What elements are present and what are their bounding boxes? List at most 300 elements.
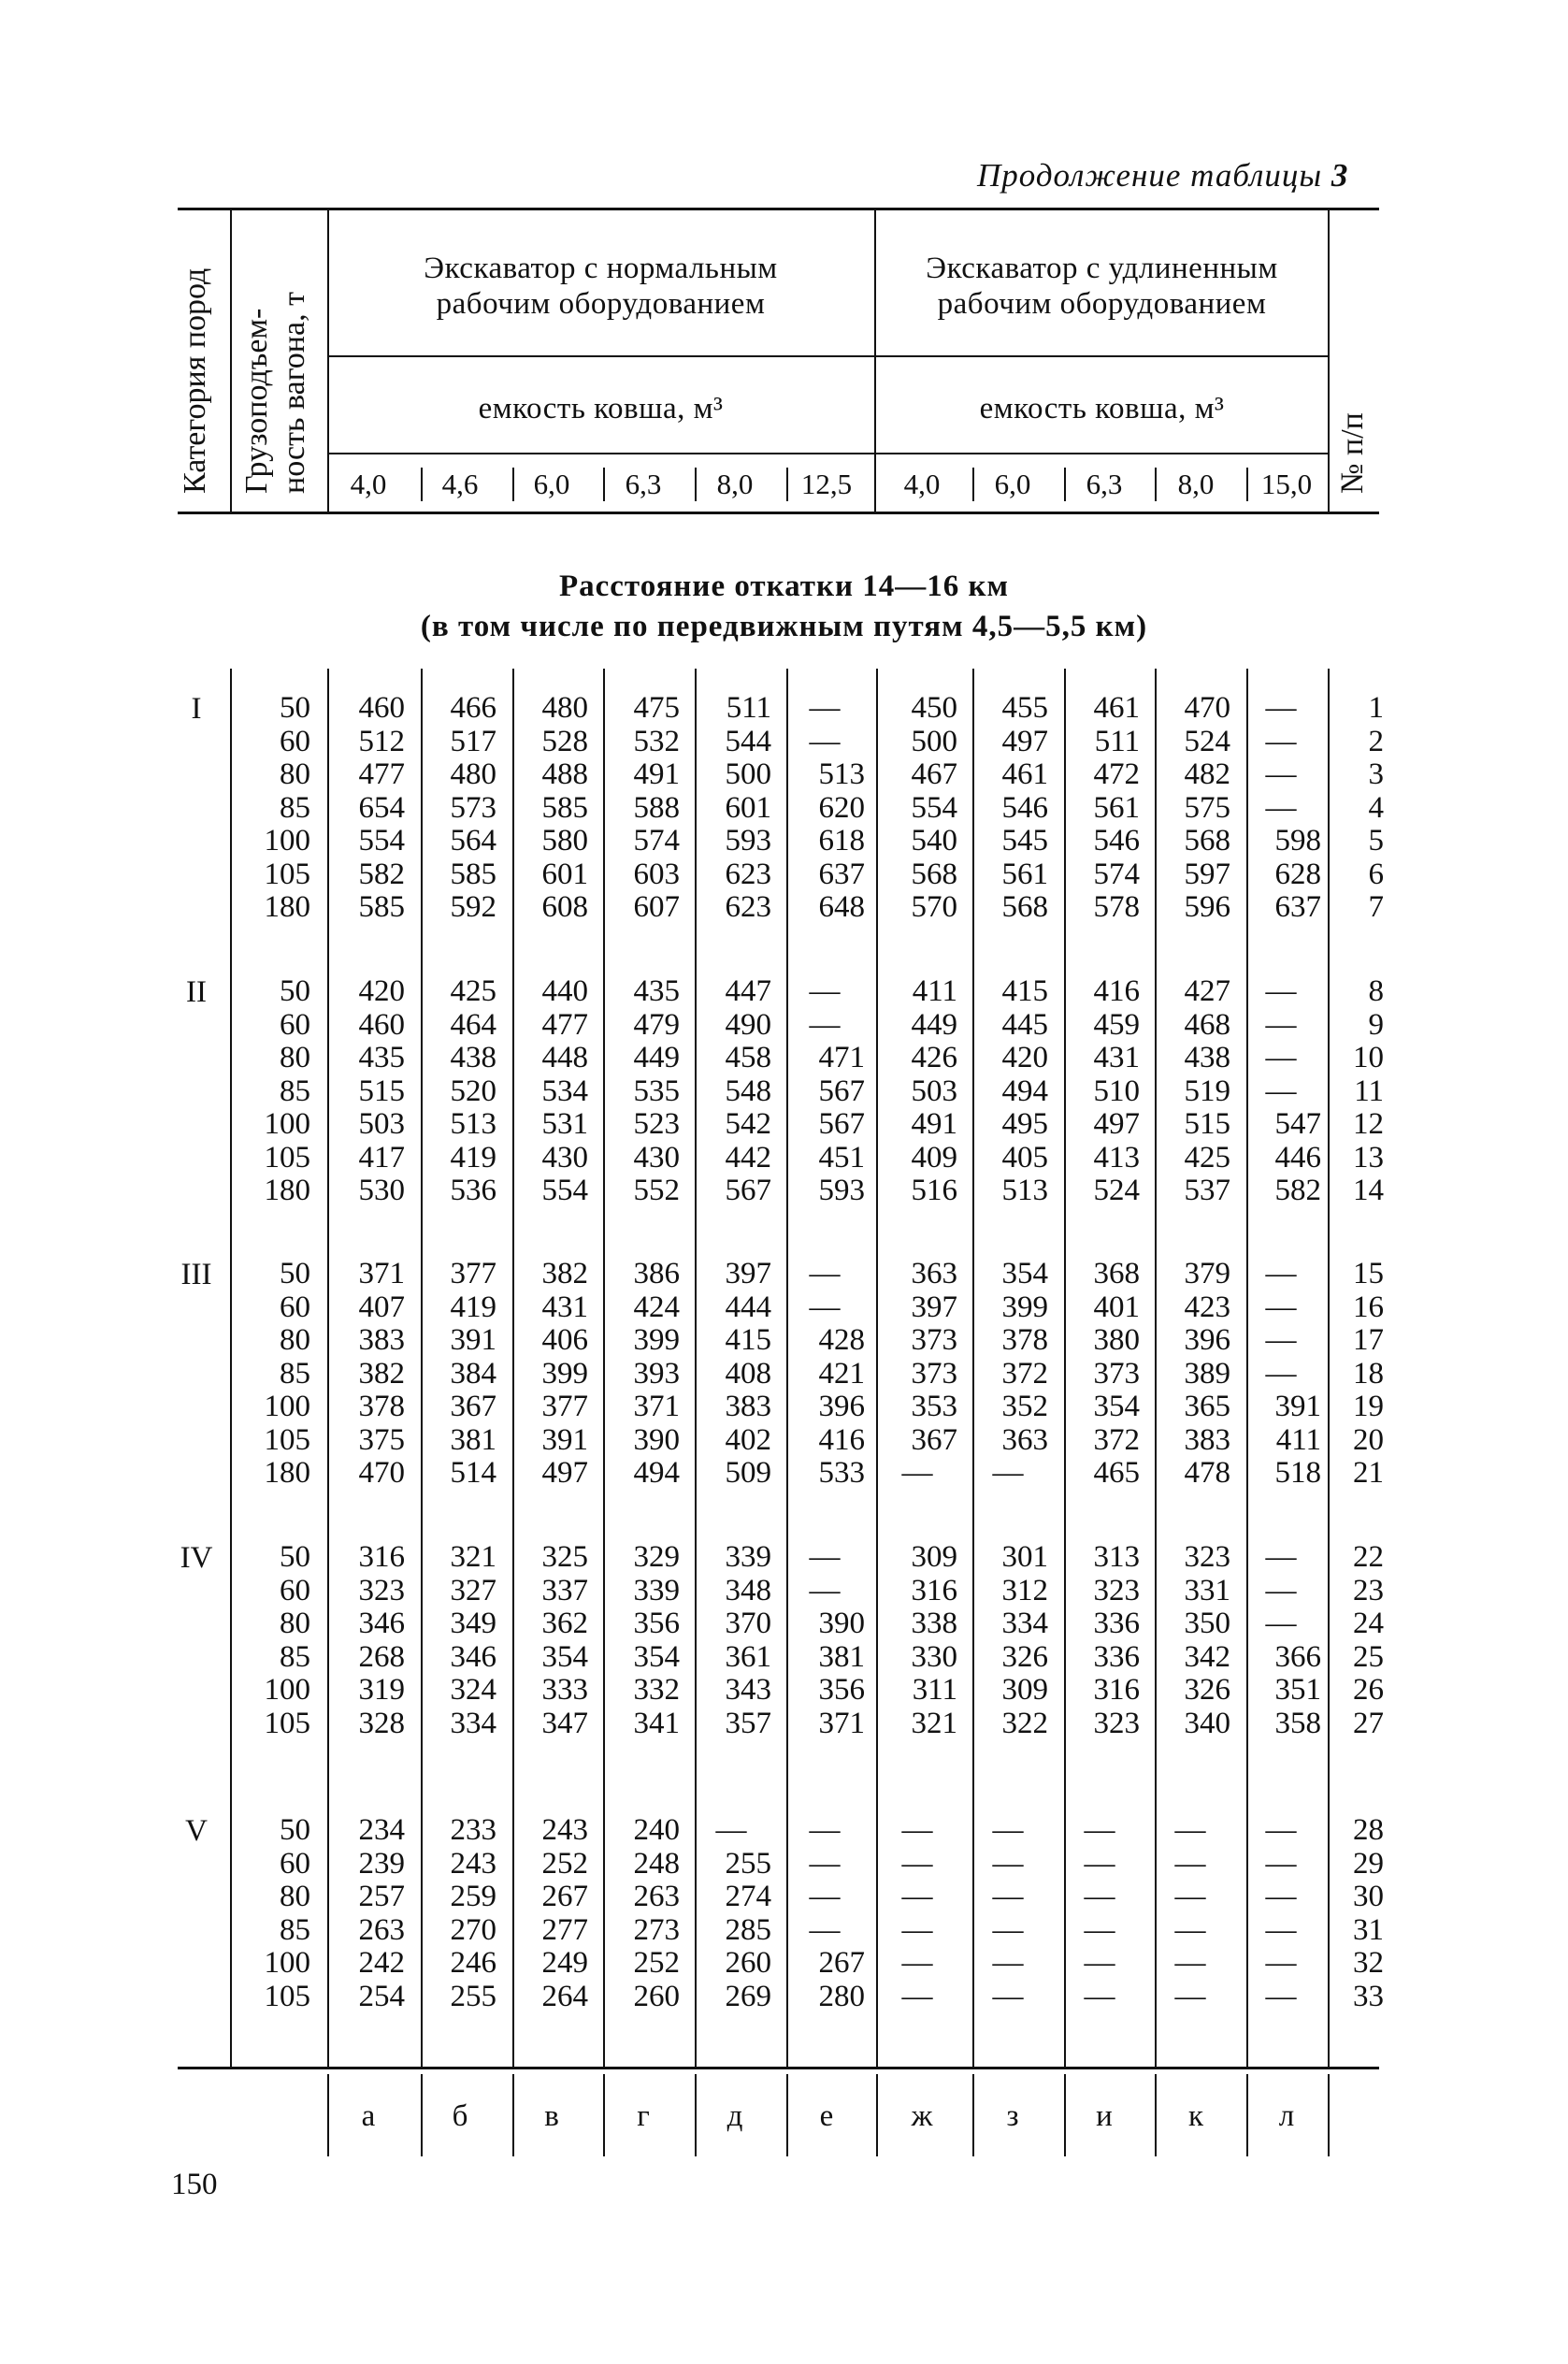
table-cell: 479 [633, 1007, 680, 1042]
table-cell: 511 [1094, 724, 1140, 758]
row-number-column [1318, 1541, 1384, 1740]
table-cell: 515 [1184, 1107, 1230, 1141]
table-number: 3 [1331, 157, 1349, 194]
table-cell: 240 [633, 1813, 680, 1847]
table-cell: 405 [1001, 1140, 1048, 1175]
letter-divider [876, 2074, 878, 2156]
row-number: 31 [1353, 1912, 1384, 1947]
table-cell: 494 [633, 1456, 680, 1490]
row-number: 20 [1353, 1422, 1384, 1457]
table-cell: 313 [1093, 1540, 1140, 1574]
table-cell: 545 [1001, 824, 1048, 858]
table-cell: 523 [633, 1107, 680, 1141]
table-cell: 628 [1274, 857, 1321, 891]
value-column-к [1150, 1541, 1230, 1740]
value-column-в [508, 975, 588, 1208]
wagon-capacity: 50 [280, 974, 310, 1008]
table-cell: 362 [541, 1607, 588, 1640]
column-letter-з: з [1006, 2099, 1019, 2133]
table-cell: 252 [541, 1846, 588, 1881]
table-cell: 449 [633, 1041, 680, 1074]
wagon-capacity: 60 [280, 1573, 310, 1607]
table-cell: 637 [1274, 890, 1321, 924]
group-extended-line2: рабочим оборудованием [937, 287, 1267, 321]
table-cell: — [1265, 691, 1297, 725]
table-cell: — [1265, 1074, 1297, 1108]
table-cell: 554 [911, 790, 957, 825]
table-cell: 470 [358, 1456, 405, 1490]
table-cell: 500 [911, 724, 957, 758]
value-column-б [416, 1814, 496, 2013]
table-cell: 301 [1001, 1540, 1048, 1574]
table-cell: 524 [1184, 724, 1230, 758]
table-cell: 309 [911, 1540, 957, 1574]
table-cell: 500 [725, 757, 771, 791]
table-cell: 465 [1093, 1456, 1140, 1490]
table-cell: 340 [1184, 1706, 1230, 1740]
table-cell: 383 [725, 1390, 771, 1423]
row-number: 33 [1353, 1979, 1384, 2013]
value-column-з [968, 1541, 1048, 1740]
table-cell: 438 [1184, 1041, 1230, 1074]
table-cell: 447 [725, 974, 771, 1008]
table-cell: 280 [818, 1979, 865, 2013]
column-letter-к: к [1187, 2099, 1204, 2133]
table-cell: 390 [818, 1607, 865, 1640]
category-name: V [185, 1814, 208, 1848]
table-cell: 637 [818, 857, 865, 891]
table-cell: 597 [1184, 857, 1230, 891]
value-column-в [508, 1258, 588, 1491]
table-cell: 421 [818, 1356, 865, 1391]
table-cell: 490 [725, 1007, 771, 1042]
table-cell: 515 [358, 1074, 405, 1108]
table-cell: 567 [725, 1174, 771, 1207]
table-cell: 321 [911, 1706, 957, 1740]
table-cell: — [809, 1540, 841, 1574]
value-column-з [968, 975, 1048, 1208]
wagon-capacity: 80 [280, 1323, 310, 1357]
table-cell: 391 [450, 1323, 496, 1357]
row-number: 18 [1353, 1356, 1384, 1391]
table-cell: 357 [725, 1706, 771, 1740]
table-cell: — [1265, 974, 1297, 1008]
table-cell: — [809, 691, 841, 725]
value-column-з [968, 1258, 1048, 1491]
table-cell: 386 [633, 1257, 680, 1290]
table-cell: 438 [450, 1041, 496, 1074]
table-cell: 575 [1184, 790, 1230, 825]
capacity-tick [972, 468, 974, 501]
table-cell: 568 [911, 857, 957, 891]
table-cell: 528 [541, 724, 588, 758]
row-number: 9 [1368, 1007, 1384, 1042]
table-cell: — [1265, 1880, 1297, 1913]
table-cell: — [901, 1979, 933, 2013]
value-column-е [784, 1258, 865, 1491]
table-cell: 427 [1184, 974, 1230, 1008]
page-number: 150 [171, 2168, 218, 2201]
table-cell: 381 [818, 1639, 865, 1674]
table-cell: — [1265, 1041, 1297, 1074]
value-column-л [1241, 1541, 1321, 1740]
group-normal-line1: Экскаватор с нормальным [424, 252, 778, 285]
capacity-extended-4: 8,0 [1177, 468, 1215, 500]
table-cell: — [1265, 1813, 1297, 1847]
table-cell: 451 [818, 1140, 865, 1175]
table-cell: 350 [1184, 1607, 1230, 1640]
value-column-и [1059, 692, 1140, 925]
row-number-column [1318, 1258, 1384, 1491]
table-cell: 420 [1001, 1041, 1048, 1074]
table-cell: 620 [818, 790, 865, 825]
table-cell: — [1265, 757, 1297, 791]
value-column-ж [877, 975, 957, 1208]
table-cell: 311 [912, 1673, 957, 1707]
header-col-divider-1 [230, 210, 232, 512]
table-cell: — [809, 724, 841, 758]
capacity-tick [695, 468, 697, 501]
table-cell: 379 [1184, 1257, 1230, 1290]
value-column-и [1059, 1814, 1140, 2013]
table-cell: 363 [1001, 1422, 1048, 1457]
table-cell: 354 [541, 1639, 588, 1674]
value-column-ж [877, 1258, 957, 1491]
wagon-capacity: 105 [264, 1140, 310, 1175]
table-cell: 401 [1093, 1290, 1140, 1324]
value-column-л [1241, 975, 1321, 1208]
table-cell: 430 [541, 1140, 588, 1175]
table-cell: — [992, 1912, 1024, 1947]
column-letter-г: г [637, 2099, 650, 2133]
value-column-д [691, 692, 771, 925]
capacity-label-line2: ность вагона, т [277, 292, 311, 494]
wagon-capacity: 100 [264, 1107, 310, 1141]
row-number-column [1318, 975, 1384, 1208]
table-cell: 380 [1093, 1323, 1140, 1357]
table-cell: — [992, 1846, 1024, 1881]
value-column-г [599, 1541, 680, 1740]
table-cell: 497 [1001, 724, 1048, 758]
table-cell: — [901, 1846, 933, 1881]
table-cell: 568 [1184, 824, 1230, 858]
table-cell: 533 [818, 1456, 865, 1490]
table-cell: 316 [358, 1540, 405, 1574]
table-cell: 503 [911, 1074, 957, 1108]
table-cell: 269 [725, 1979, 771, 2013]
table-cell: 346 [358, 1607, 405, 1640]
wagon-capacity: 80 [280, 1607, 310, 1640]
row-number: 5 [1368, 824, 1384, 858]
table-cell: 407 [358, 1290, 405, 1324]
table-cell: 254 [358, 1979, 405, 2013]
column-letter-а: а [361, 2099, 376, 2133]
table-cell: 416 [1093, 974, 1140, 1008]
table-cell: 329 [633, 1540, 680, 1574]
row-number: 19 [1353, 1390, 1384, 1423]
table-cell: — [1265, 790, 1297, 825]
row-number: 8 [1368, 974, 1384, 1008]
row-number: 30 [1353, 1880, 1384, 1913]
table-cell: 372 [1001, 1356, 1048, 1391]
table-cell: 351 [1274, 1673, 1321, 1707]
table-cell: 373 [1093, 1356, 1140, 1391]
table-cell: 567 [818, 1107, 865, 1141]
table-cell: 267 [541, 1880, 588, 1913]
table-cell: — [992, 1456, 1024, 1490]
table-cell: 466 [450, 691, 496, 725]
value-column-а [324, 692, 405, 925]
table-cell: 370 [725, 1607, 771, 1640]
value-column-л [1241, 1814, 1321, 2013]
table-cell: 530 [358, 1174, 405, 1207]
wagon-capacity: 85 [280, 1356, 310, 1391]
value-column-г [599, 1258, 680, 1491]
table-cell: 491 [911, 1107, 957, 1141]
value-column-е [784, 692, 865, 925]
table-cell: 450 [911, 691, 957, 725]
table-cell: 516 [911, 1174, 957, 1207]
table-cell: — [1265, 724, 1297, 758]
table-cell: 419 [450, 1290, 496, 1324]
wagon-capacity: 50 [280, 1540, 310, 1574]
value-column-д [691, 1814, 771, 2013]
table-cell: 518 [1274, 1456, 1321, 1490]
table-cell: 336 [1093, 1639, 1140, 1674]
group-extended-title [876, 251, 1328, 322]
value-column-б [416, 692, 496, 925]
table-cell: 494 [1001, 1074, 1048, 1108]
table-cell: 312 [1001, 1573, 1048, 1607]
table-cell: 442 [725, 1140, 771, 1175]
capacity-extended-1: 4,0 [903, 468, 941, 500]
table-cell: 402 [725, 1422, 771, 1457]
wagon-capacity: 80 [280, 1880, 310, 1913]
wagon-capacity: 50 [280, 1813, 310, 1847]
value-column-д [691, 1541, 771, 1740]
row-number: 10 [1353, 1041, 1384, 1074]
table-cell: 332 [633, 1673, 680, 1707]
table-cell: 277 [541, 1912, 588, 1947]
capacity-normal-6: 12,5 [800, 468, 853, 500]
table-cell: 322 [1001, 1706, 1048, 1740]
row-number: 16 [1353, 1290, 1384, 1324]
capacity-tick [1064, 468, 1066, 501]
wagon-capacity-column [230, 692, 310, 925]
table-cell: 339 [633, 1573, 680, 1607]
table-cell: 383 [1184, 1422, 1230, 1457]
table-cell: 444 [725, 1290, 771, 1324]
table-cell: 325 [541, 1540, 588, 1574]
capacity-normal-1: 4,0 [350, 468, 387, 500]
value-column-б [416, 1258, 496, 1491]
table-cell: 512 [358, 724, 405, 758]
row-number: 2 [1368, 724, 1384, 758]
table-cell: 513 [818, 757, 865, 791]
value-column-г [599, 1814, 680, 2013]
table-cell: — [1265, 1007, 1297, 1042]
table-cell: 352 [1001, 1390, 1048, 1423]
wagon-capacity: 100 [264, 1390, 310, 1423]
row-number: 32 [1353, 1946, 1384, 1980]
table-cell: 326 [1001, 1639, 1048, 1674]
value-column-к [1150, 692, 1230, 925]
table-cell: 334 [1001, 1607, 1048, 1640]
table-cell: 608 [541, 890, 588, 924]
table-cell: 249 [541, 1946, 588, 1980]
table-cell: — [1265, 1979, 1297, 2013]
category-name: III [180, 1258, 212, 1291]
table-cell: — [809, 1912, 841, 1947]
table-cell: 396 [818, 1390, 865, 1423]
table-cell: 464 [450, 1007, 496, 1042]
table-cell: 561 [1093, 790, 1140, 825]
table-cell: 574 [633, 824, 680, 858]
table-cell: 548 [725, 1074, 771, 1108]
table-cell: 488 [541, 757, 588, 791]
table-cell: 346 [450, 1639, 496, 1674]
capacity-normal-3: 6,0 [533, 468, 570, 500]
capacity-row-rule [327, 453, 1328, 454]
wagon-capacity: 60 [280, 1290, 310, 1324]
category-name: IV [180, 1541, 213, 1575]
wagon-capacity: 50 [280, 691, 310, 725]
table-cell: 248 [633, 1846, 680, 1881]
table-cell: — [1265, 1323, 1297, 1357]
wagon-capacity: 180 [264, 1174, 310, 1207]
table-cell: — [992, 1979, 1024, 2013]
value-column-и [1059, 975, 1140, 1208]
table-cell: 472 [1093, 757, 1140, 791]
table-cell: 455 [1001, 691, 1048, 725]
table-cell: 482 [1184, 757, 1230, 791]
table-cell: 435 [358, 1041, 405, 1074]
table-cell: 431 [541, 1290, 588, 1324]
table-cell: 582 [358, 857, 405, 891]
table-cell: 367 [911, 1422, 957, 1457]
table-cell: — [1174, 1946, 1206, 1980]
table-cell: 324 [450, 1673, 496, 1707]
value-column-а [324, 975, 405, 1208]
table-cell: 419 [450, 1140, 496, 1175]
table-cell: 382 [358, 1356, 405, 1391]
table-cell: 425 [1184, 1140, 1230, 1175]
table-cell: 356 [818, 1673, 865, 1707]
value-column-г [599, 692, 680, 925]
table-cell: 393 [633, 1356, 680, 1391]
table-cell: — [809, 1290, 841, 1324]
table-cell: 285 [725, 1912, 771, 1947]
table-cell: 397 [725, 1257, 771, 1290]
table-cell: 260 [633, 1979, 680, 2013]
table-cell: 618 [818, 824, 865, 858]
table-cell: 607 [633, 890, 680, 924]
table-cell: 592 [450, 890, 496, 924]
table-cell: 326 [1184, 1673, 1230, 1707]
table-cell: 399 [1001, 1290, 1048, 1324]
wagon-capacity: 80 [280, 757, 310, 791]
table-cell: 546 [1093, 824, 1140, 858]
continuation-text: Продолжение таблицы [977, 157, 1323, 194]
table-cell: — [1084, 1880, 1115, 1913]
table-cell: 513 [1001, 1174, 1048, 1207]
category-label: Категория пород [178, 267, 212, 494]
table-cell: 252 [633, 1946, 680, 1980]
group-normal-line2: рабочим оборудованием [436, 287, 766, 321]
wagon-capacity: 180 [264, 890, 310, 924]
table-cell: 415 [725, 1323, 771, 1357]
table-cell: 480 [541, 691, 588, 725]
row-number: 17 [1353, 1323, 1384, 1357]
table-cell: — [1265, 1257, 1297, 1290]
table-cell: — [809, 1880, 841, 1913]
table-bottom-rule [178, 2067, 1379, 2069]
table-cell: 524 [1093, 1174, 1140, 1207]
capacity-extended-5: 15,0 [1260, 468, 1313, 500]
group-extended-line1: Экскаватор с удлиненным [926, 252, 1278, 285]
table-cell: 477 [358, 757, 405, 791]
wagon-capacity: 180 [264, 1456, 310, 1490]
table-cell: 263 [633, 1880, 680, 1913]
table-cell: 446 [1274, 1140, 1321, 1175]
table-cell: 409 [911, 1140, 957, 1175]
value-column-к [1150, 1814, 1230, 2013]
table-cell: 495 [1001, 1107, 1048, 1141]
table-cell: 623 [725, 890, 771, 924]
table-cell: 372 [1093, 1422, 1140, 1457]
table-cell: 319 [358, 1673, 405, 1707]
number-label: № п/п [1335, 412, 1370, 494]
table-cell: — [901, 1456, 933, 1490]
table-cell: 347 [541, 1706, 588, 1740]
table-cell: — [1265, 1540, 1297, 1574]
table-cell: — [992, 1946, 1024, 1980]
table-cell: 517 [450, 724, 496, 758]
table-cell: 321 [450, 1540, 496, 1574]
wagon-capacity: 60 [280, 1846, 310, 1881]
wagon-capacity: 60 [280, 1007, 310, 1042]
table-cell: 396 [1184, 1323, 1230, 1357]
value-column-и [1059, 1541, 1140, 1740]
table-cell: 596 [1184, 890, 1230, 924]
table-cell: 366 [1274, 1639, 1321, 1674]
wagon-capacity: 100 [264, 1673, 310, 1707]
table-cell: 273 [633, 1912, 680, 1947]
header-top-rule [178, 208, 1379, 210]
wagon-capacity: 100 [264, 1946, 310, 1980]
table-cell: 399 [633, 1323, 680, 1357]
table-cell: 389 [1184, 1356, 1230, 1391]
bucket-label-normal: емкость ковша, м³ [478, 392, 724, 425]
section-title-line2: (в том числе по передвижным путям 4,5—5,5 км) [420, 610, 1148, 643]
value-column-ж [877, 1541, 957, 1740]
value-column-в [508, 1814, 588, 2013]
table-cell: 440 [541, 974, 588, 1008]
table-cell: 330 [911, 1639, 957, 1674]
capacity-tick [512, 468, 514, 501]
column-letter-в: в [544, 2099, 559, 2133]
table-cell: 430 [633, 1140, 680, 1175]
table-cell: 503 [358, 1107, 405, 1141]
table-cell: — [1265, 1573, 1297, 1607]
table-cell: 417 [358, 1140, 405, 1175]
table-cell: 537 [1184, 1174, 1230, 1207]
value-column-в [508, 692, 588, 925]
table-cell: — [992, 1813, 1024, 1847]
category-name: II [186, 975, 207, 1009]
table-cell: — [809, 1846, 841, 1881]
table-cell: — [1174, 1880, 1206, 1913]
